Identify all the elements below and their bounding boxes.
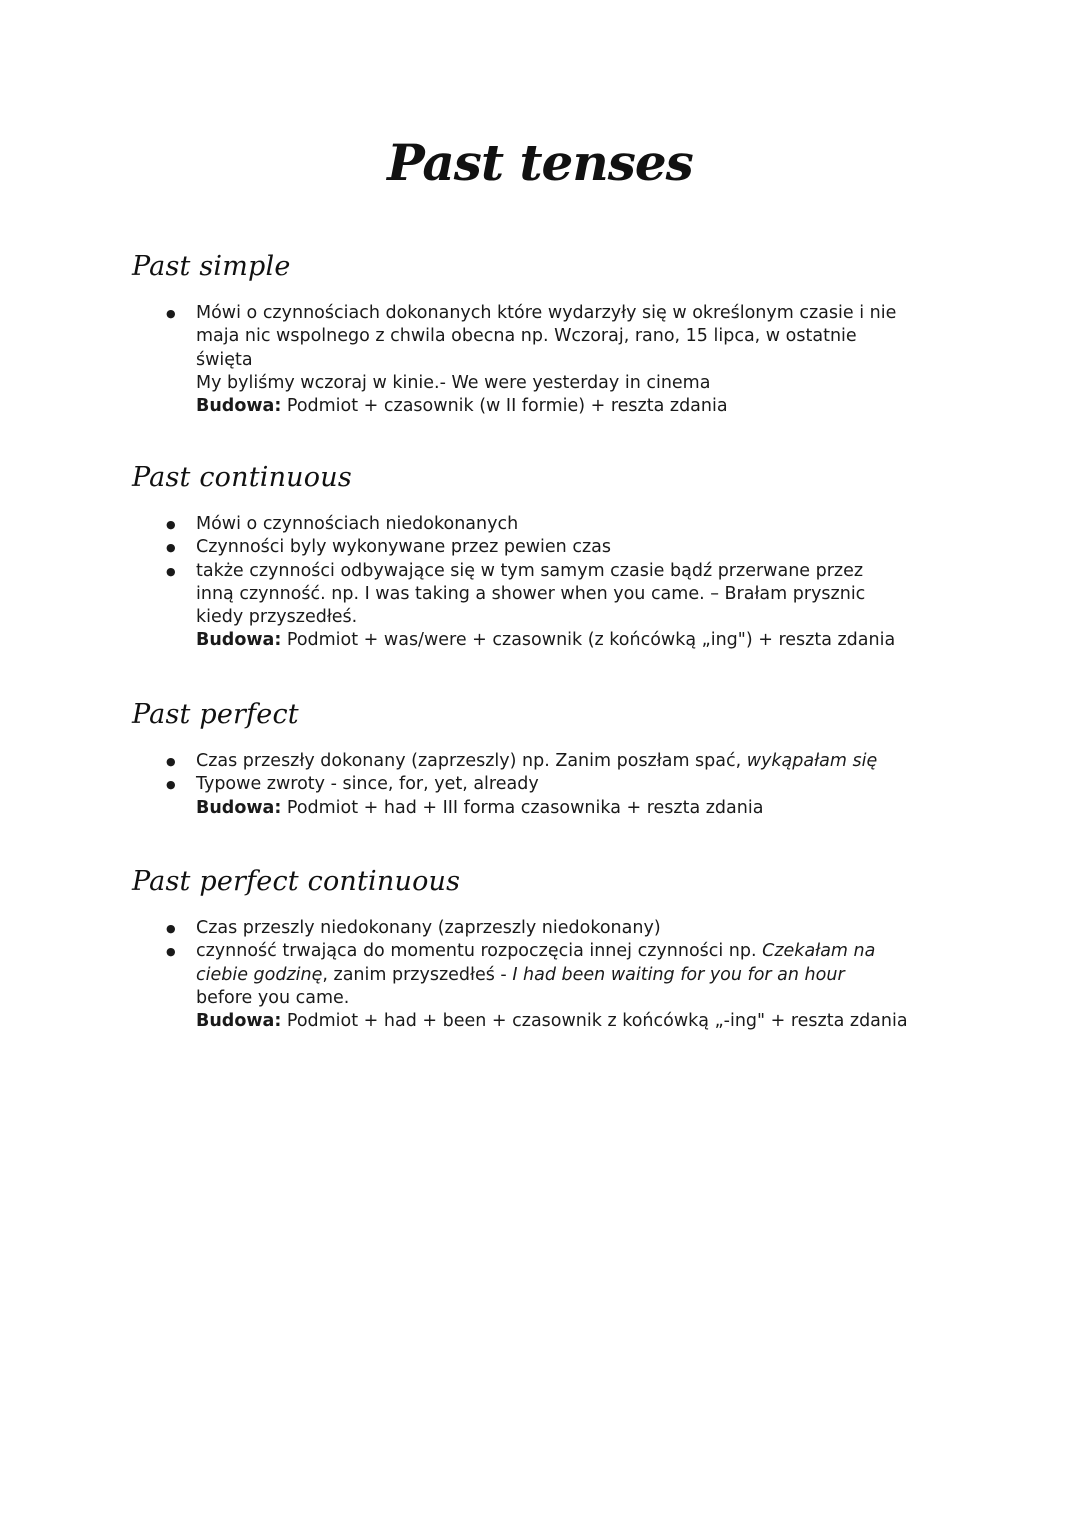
list-item-continuation: before you came.: [196, 987, 350, 1008]
list-item-text: Czas przeszły dokonany (zaprzeszly) np. Zanim poszłam spać,: [196, 751, 747, 771]
budowa-line: [196, 797, 956, 820]
budowa-line: [196, 629, 956, 652]
list-item: ● Czynności byly wykonywane przez pewien czas: [196, 536, 956, 559]
budowa-label: Budowa:: [196, 1011, 282, 1032]
list-item-text: czynność trwająca do momentu rozpoczęcia innej czynności np.: [196, 941, 763, 962]
list-item: [196, 750, 956, 773]
list-item: ● Mówi o czynnościach niedokonanych: [196, 513, 956, 536]
page-title: Past tenses: [387, 133, 693, 192]
section-heading: Past continuous: [132, 462, 352, 493]
list-item-italic: Czekałam na: [762, 941, 876, 962]
list-item-italic: I had been waiting for you for an hour: [512, 964, 845, 985]
list-item: ● także czynności odbywające się w tym samym czasie bądź przerwane przez: [196, 560, 956, 583]
budowa-line: [196, 395, 956, 418]
bullet-list: [196, 302, 956, 418]
section-heading: Past perfect: [132, 699, 299, 730]
budowa-label: Budowa:: [196, 396, 282, 417]
list-item-continuation: święta: [196, 349, 253, 370]
budowa-text: Podmiot + had + been + czasownik z końcówką „-ing" + reszta zdania: [281, 1011, 908, 1032]
list-item-continuation: My byliśmy wczoraj w kinie.- We were yesterday in cinema: [196, 372, 711, 393]
section-heading: Past simple: [132, 251, 291, 282]
budowa-text: Podmiot + had + III forma czasownika + reszta zdania: [281, 797, 764, 818]
list-item-continuation: inną czynność. np. I was taking a shower when you came. – Brałam prysznic: [196, 583, 866, 604]
budowa-label: Budowa:: [196, 630, 282, 651]
budowa-line: [196, 1010, 956, 1033]
bullet-list: [196, 750, 956, 820]
list-item-continuation: maja nic wspolnego z chwila obecna np. Wczoraj, rano, 15 lipca, w ostatnie: [196, 326, 857, 347]
budowa-text: Podmiot + was/were + czasownik (z końcówką „ing") + reszta zdania: [281, 630, 896, 651]
budowa-label: Budowa:: [196, 797, 282, 818]
list-item: [196, 940, 956, 963]
section-heading: Past perfect continuous: [132, 866, 461, 897]
list-item-italic: wykąpałam się: [746, 751, 878, 771]
list-item-italic: ciebie godzinę: [196, 964, 323, 985]
list-item-text: , zanim przyszedłeś -: [322, 964, 513, 985]
budowa-text: Podmiot + czasownik (w II formie) + reszta zdania: [281, 396, 728, 417]
list-item-continuation: kiedy przyszedłeś.: [196, 607, 358, 628]
list-item: ● Typowe zwroty - since, for, yet, already: [196, 773, 956, 796]
bullet-list: [196, 513, 956, 653]
list-item: ● Czas przeszly niedokonany (zaprzeszly niedokonany): [196, 917, 956, 940]
list-item: ● Mówi o czynnościach dokonanych które wydarzyły się w określonym czasie i nie: [196, 302, 956, 325]
bullet-list: [196, 917, 956, 1033]
list-item-continuation: [196, 964, 956, 987]
